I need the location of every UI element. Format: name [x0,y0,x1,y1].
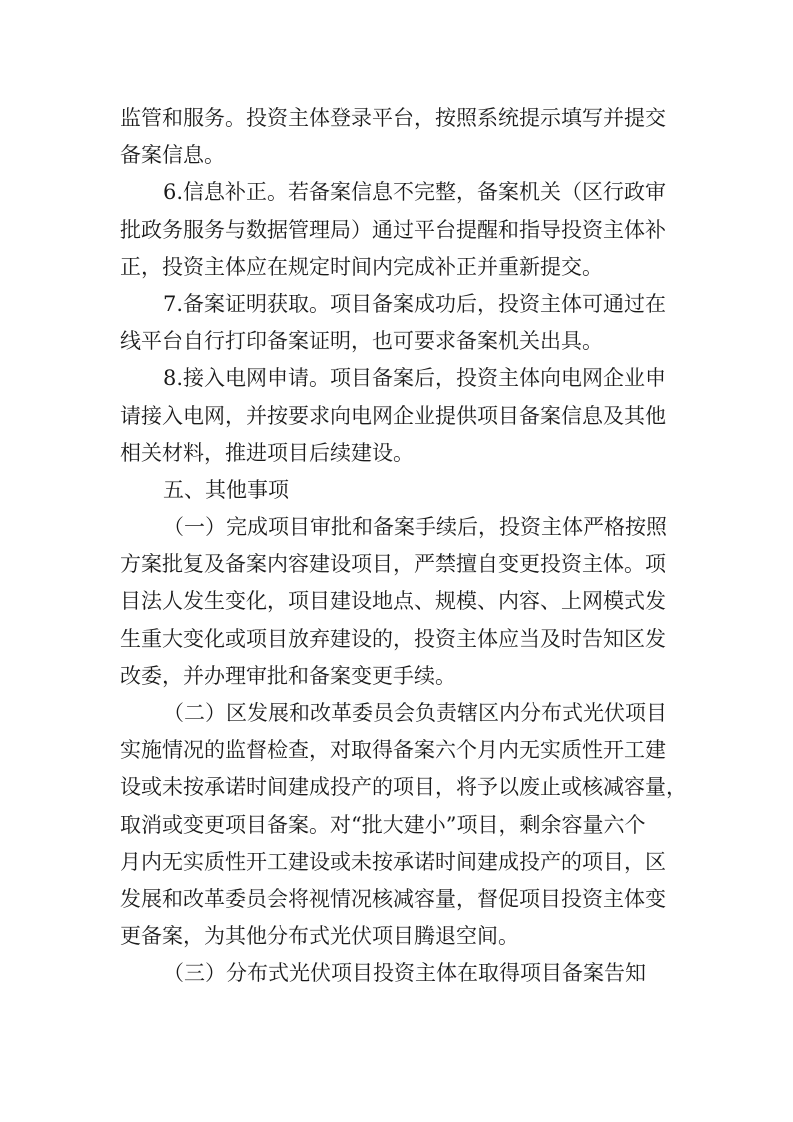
text-line: 6.信息补正。若备案信息不完整，备案机关（区行政审 [163,180,667,205]
document-body [120,100,687,993]
text-line: 8.接入电网申请。项目备案后，投资主体向电网企业申 [163,366,667,391]
text-line: （二）区发展和改革委员会负责辖区内分布式光伏项目 [163,701,667,725]
text-line: 更备案，为其他分布式光伏项目腾退空间。 [120,924,519,949]
text-line: 实施情况的监督检查，对取得备案六个月内无实质性开工建 [120,738,666,763]
text-line: 相关材料，推进项目后续建设。 [120,440,414,465]
text-line: （一）完成项目审批和备案手续后，投资主体严格按照 [163,515,667,540]
text-line: 正，投资主体应在规定时间内完成补正并重新提交。 [120,254,603,279]
text-line: 改委，并办理审批和备案变更手续。 [120,663,456,688]
text-line: 设或未按承诺时间建成投产的项目，将予以废止或核减容量， [120,775,687,800]
text-line: 线平台自行打印备案证明，也可要求备案机关出具。 [120,329,603,354]
text-line: 目法人发生变化，项目建设地点、规模、内容、上网模式发 [120,589,666,614]
text-line: 月内无实质性开工建设或未按承诺时间建成投产的项目，区 [120,849,666,874]
text-line: 批政务服务与数据管理局）通过平台提醒和指导投资主体补 [120,217,666,242]
text-line: （三）分布式光伏项目投资主体在取得项目备案告知 [163,961,646,986]
text-line: 备案信息。 [120,143,225,168]
text-line: 监管和服务。投资主体登录平台，按照系统提示填写并提交 [120,106,666,130]
text-line: 生重大变化或项目放弃建设的，投资主体应当及时告知区发 [120,626,666,651]
text-line: 方案批复及备案内容建设项目，严禁擅自变更投资主体。项 [120,552,666,577]
text-line: 7.备案证明获取。项目备案成功后，投资主体可通过在 [163,291,667,316]
text-line: 发展和改革委员会将视情况核减容量，督促项目投资主体变 [120,886,666,911]
text-line: 请接入电网，并按要求向电网企业提供项目备案信息及其他 [120,403,666,428]
section-heading: 五、其他事项 [163,477,289,502]
text-line: 取消或变更项目备案。对“批大建小”项目，剩余容量六个 [120,812,646,837]
